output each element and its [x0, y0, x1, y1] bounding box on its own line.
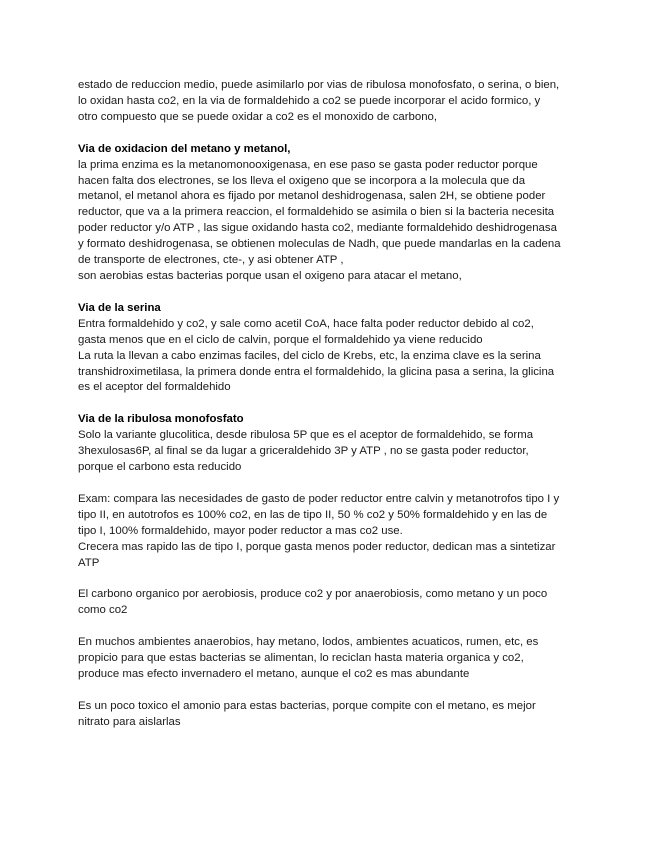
section-heading: Via de la serina	[78, 301, 161, 314]
text-line: Crecera mas rapido las de tipo I, porque gasta menos poder reductor, dedican mas a sintetizar	[78, 540, 556, 553]
text-line: transhidroximetilasa, la primera donde entra el formaldehido, la glicina pasa a serina, la glicina	[78, 365, 555, 378]
section-ribulosa	[78, 412, 578, 476]
text-line: tipo I, 100% formaldehido, mayor poder reductor a mas co2 use.	[78, 524, 403, 537]
text-line: y formato deshidrogenasa, se obtienen moleculas de Nadh, que puede mandarlas en la cadena	[78, 238, 561, 251]
section-serina	[78, 301, 578, 396]
text-line: de transporte de electrones, cte-, y asi obtener ATP ,	[78, 254, 344, 267]
text-line: son aerobias estas bacterias porque usan el oxigeno para atacar el metano,	[78, 269, 462, 282]
document-page	[78, 78, 578, 747]
text-line: lo oxidan hasta co2, en la via de formaldehido a co2 se puede incorporar el acido formico, y	[78, 94, 541, 107]
text-line: metanol, el metanol ahora es fijado por metanol deshidrogenasa, salen 2H, se obtiene poder	[78, 190, 546, 203]
text-line: La ruta la llevan a cabo enzimas faciles, del ciclo de Krebs, etc, la enzima clave es la serina	[78, 349, 541, 362]
section-metanol	[78, 142, 578, 285]
amonio-paragraph	[78, 699, 578, 731]
text-line: produce mas efecto invernadero el metano, aunque el co2 es mas abundante	[78, 668, 470, 681]
text-line: reductor, que va a la primera reaccion, el formaldehido se asimila o bien si la bacteria necesita	[78, 206, 555, 219]
text-line: ATP	[78, 556, 100, 569]
text-line: otro compuesto que se puede oxidar a co2 es el monoxido de carbono,	[78, 110, 438, 123]
text-line: la prima enzima es la metanomonooxigenasa, en ese paso se gasta poder reductor porque	[78, 158, 538, 171]
text-line: 3hexulosas6P, al final se da lugar a griceraldehido 3P y ATP , no se gasta poder reductor,	[78, 445, 529, 458]
text-line: Solo la variante glucolitica, desde ribulosa 5P que es el aceptor de formaldehido, se forma	[78, 429, 534, 442]
text-line: como co2	[78, 604, 128, 617]
text-line: porque el carbono esta reducido	[78, 461, 242, 474]
text-line: En muchos ambientes anaerobios, hay metano, lodos, ambientes acuaticos, rumen, etc, es	[78, 636, 539, 649]
text-line: tipo II, en autotrofos es 100% co2, en las de tipo II, 50 % co2 y 50% formaldehido y en las de	[78, 508, 548, 521]
text-line: poder reductor y/o ATP , las sigue oxidando hasta co2, mediante formaldehido deshidrogenasa	[78, 222, 557, 235]
text-line: propicio para que estas bacterias se alimentan, lo reciclan hasta materia organica y co2,	[78, 652, 524, 665]
intro-paragraph	[78, 78, 578, 126]
section-heading: Via de oxidacion del metano y metanol,	[78, 142, 291, 155]
text-line: estado de reduccion medio, puede asimilarlo por vias de ribulosa monofosfato, o serina, o bien,	[78, 79, 560, 91]
ambientes-paragraph	[78, 635, 578, 683]
text-line: gasta menos que en el ciclo de calvin, porque el formaldehido ya viene reducido	[78, 333, 483, 346]
text-line: nitrato para aislarlas	[78, 715, 181, 728]
text-line: hacen falta dos electrones, se los lleva el oxigeno que se incorpora a la molecula que da	[78, 174, 526, 187]
text-line: Entra formaldehido y co2, y sale como acetil CoA, hace falta poder reductor debido al co2,	[78, 317, 534, 330]
exam-paragraph	[78, 492, 578, 572]
text-line: El carbono organico por aerobiosis, produce co2 y por anaerobiosis, como metano y un poco	[78, 588, 548, 601]
text-line: Es un poco toxico el amonio para estas bacterias, porque compite con el metano, es mejor	[78, 700, 536, 712]
text-line: es el aceptor del formaldehido	[78, 381, 231, 394]
carbono-paragraph	[78, 587, 578, 619]
text-line: Exam: compara las necesidades de gasto de poder reductor entre calvin y metanotrofos tipo I y	[78, 492, 560, 505]
section-heading: Via de la ribulosa monofosfato	[78, 413, 244, 426]
